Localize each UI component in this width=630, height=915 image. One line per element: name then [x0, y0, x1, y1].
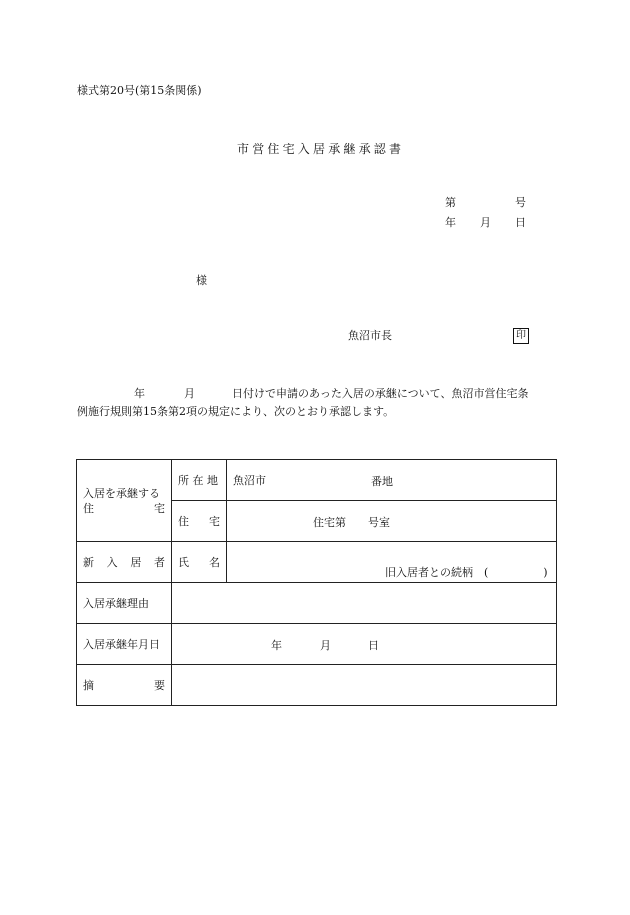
succession-date-label: 入居承継年月日 — [77, 624, 172, 665]
location-value-cell[interactable] — [227, 460, 557, 501]
table-row — [77, 542, 557, 583]
dwelling-room-number: 住宅第 号室 — [313, 516, 390, 529]
body-year: 年 — [134, 387, 145, 400]
new-occupant-char-2: 入 — [106, 556, 118, 569]
issuer-mayor: 魚沼市長 — [348, 329, 392, 342]
table-row — [77, 460, 557, 501]
name-label-char-1: 氏 — [178, 556, 189, 569]
remarks-label-cell — [77, 665, 172, 706]
succession-date-value-cell[interactable] — [172, 624, 557, 665]
dwelling-label-char-1: 住 — [178, 515, 189, 528]
name-label-cell — [172, 542, 227, 583]
new-occupant-char-4: 者 — [153, 556, 165, 569]
location-banchi: 番地 — [371, 475, 393, 488]
succession-date-month: 月 — [320, 639, 331, 652]
name-label-char-2: 名 — [209, 556, 220, 569]
approval-form-table — [76, 459, 557, 706]
housing-label-line-1: 入居を承継する — [83, 486, 160, 500]
body-text-line-1: 日付けで申請のあった入居の承継について、魚沼市営住宅条 — [232, 387, 529, 400]
remarks-label-char-2: 要 — [154, 679, 165, 692]
reason-label: 入居承継理由 — [77, 583, 172, 624]
body-text-line-2: 例施行規則第15条第2項の規定により、次のとおり承認します。 — [77, 405, 395, 418]
seal-mark: 印 — [513, 328, 529, 344]
issue-date-day: 日 — [515, 216, 526, 229]
doc-number-prefix: 第 — [445, 196, 456, 209]
table-row — [77, 665, 557, 706]
remarks-label-char-1: 摘 — [83, 679, 94, 692]
housing-label-cell — [77, 460, 172, 542]
location-city: 魚沼市 — [233, 474, 266, 487]
issue-date-month: 月 — [480, 216, 491, 229]
name-value-cell[interactable] — [227, 542, 557, 583]
housing-label-char-2: 宅 — [154, 501, 165, 515]
body-month: 月 — [184, 387, 195, 400]
dwelling-value-cell[interactable] — [227, 501, 557, 542]
remarks-value-cell[interactable] — [172, 665, 557, 706]
table-row — [77, 624, 557, 665]
dwelling-label-cell — [172, 501, 227, 542]
dwelling-label-char-2: 宅 — [209, 515, 220, 528]
document-title: 市営住宅入居承継承認書 — [237, 142, 405, 156]
new-occupant-char-1: 新 — [83, 556, 94, 569]
housing-label-line-2 — [83, 501, 165, 516]
succession-date-year: 年 — [271, 639, 282, 652]
form-code: 様式第20号(第15条関係) — [77, 84, 202, 97]
location-label: 所 在 地 — [172, 460, 227, 501]
doc-number-suffix: 号 — [515, 196, 526, 209]
relation-label: 旧入居者との続柄 ( ) — [385, 566, 548, 579]
table-row — [77, 583, 557, 624]
addressee-honorific: 様 — [196, 274, 207, 287]
housing-label-char-1: 住 — [83, 501, 94, 515]
new-occupant-label-cell — [77, 542, 172, 583]
new-occupant-char-3: 居 — [130, 556, 142, 569]
succession-date-day: 日 — [368, 639, 379, 652]
issue-date-year: 年 — [445, 216, 456, 229]
reason-value-cell[interactable] — [172, 583, 557, 624]
